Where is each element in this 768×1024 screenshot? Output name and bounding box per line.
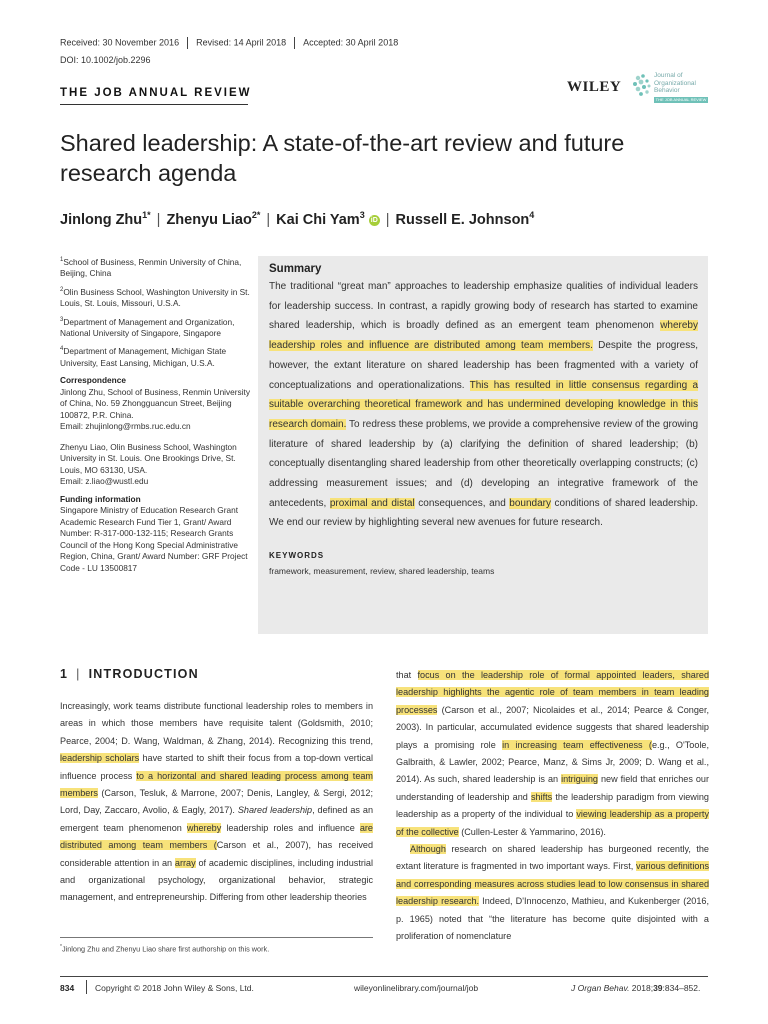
- correspondence-heading: Correspondence: [60, 375, 126, 386]
- author-affil-sup: 2*: [251, 210, 261, 220]
- page-number: 834: [60, 983, 75, 993]
- correspondence-block: [60, 442, 250, 488]
- highlighted-text: boundary: [509, 497, 551, 509]
- footnote-marker: *: [60, 944, 62, 950]
- footnote-text: Jinlong Zhu and Zhenyu Liao share first authorship on this work.: [61, 944, 270, 954]
- summary-box: [258, 256, 708, 634]
- text-run: (Cullen-Lester & Yammarino, 2016).: [458, 826, 606, 837]
- journal-logo-bar: THE JOB ANNUAL REVIEW: [655, 97, 707, 102]
- wiley-logo: WILEY: [567, 79, 622, 95]
- text-run: leadership roles and influence: [221, 822, 360, 833]
- author-name[interactable]: Russell E. Johnson: [395, 211, 530, 228]
- article-title: Shared leadership: A state-of-the-art review and future research agenda: [60, 130, 625, 186]
- highlighted-text: a suitable overarching theoretical framework and has undermined developing knowledge in this research domain.: [269, 379, 699, 430]
- copyright: Copyright © 2018 John Wiley & Sons, Ltd.: [95, 983, 254, 993]
- affiliation-text: Department of Management, Michigan State University, East Lansing, Michigan, U.S.A.: [60, 346, 227, 368]
- highlighted-text: proximal and distal: [329, 497, 415, 509]
- highlighted-text: whereby: [186, 822, 222, 833]
- affiliation: [60, 285, 250, 310]
- affiliation-text: Department of Management and Organization, National University of Singapore, Singapore: [60, 316, 235, 338]
- text-run: have started to shift their focus from a top-down vertical influence process: [60, 753, 373, 781]
- summary-heading: Summary: [269, 263, 322, 275]
- highlighted-text: in increasing team effectiveness (: [502, 739, 652, 750]
- orcid-icon[interactable]: iD: [370, 216, 378, 224]
- body-column-right: [396, 667, 709, 946]
- affiliation: [60, 344, 250, 369]
- summary-text: [269, 277, 698, 533]
- footer-rule: [60, 976, 708, 977]
- paragraph: [396, 841, 709, 945]
- highlighted-text: regarding: [644, 379, 688, 391]
- author-list: Jinlong Zhu$^{1*}$ | Zhenyu Liao$^{2*}$ | Kai Chi Yam$^3$ iD | Russell E. Johnson$^4$: [60, 210, 535, 228]
- highlighted-text: leadership scholars: [60, 753, 140, 764]
- text-run: consequences, and: [414, 497, 510, 509]
- text-run: , defined as an emergent team phenomenon: [60, 805, 373, 833]
- citation-pages: :834–852.: [662, 983, 701, 993]
- paragraph: [60, 698, 373, 907]
- footer-separator: [86, 980, 87, 994]
- highlighted-text: intriguing: [561, 774, 598, 785]
- highlighted-text: array: [174, 857, 196, 868]
- citation: [571, 983, 700, 993]
- highlighted-text: This has resulted in little consensus: [469, 379, 645, 391]
- paragraph: [396, 667, 709, 841]
- text-run: Increasingly, work teams distribute functional leadership roles to members in areas in which those members have requisite talent (Goldsmith, 2010; Pearce, 2004; D. Wang, Waldman, & Zhang, 2014). Recognizing this trend,: [60, 701, 373, 746]
- highlighted-text: various definitions and corresponding measures across studies lead to low consensus in shared leadership research.: [396, 861, 710, 907]
- text-run: conditions of shared leadership. We end our review by highlighting several new avenues for future research.: [269, 497, 699, 529]
- affiliation-text: School of Business, Renmin University of China, Beijing, China: [60, 256, 242, 279]
- affil-sup: 2: [60, 286, 64, 293]
- highlighted-text: whereby leadership roles and influence are distributed among team members.: [269, 320, 698, 352]
- author-affil-sup: 4: [529, 210, 535, 220]
- footnote: [60, 944, 269, 953]
- text-run: e.g., O'Toole, Galbraith, & Lawler, 2002; Pearce, Manz, & Sims Jr, 2009; D. Wang et al., 2014). As such, shared leadership is an: [396, 739, 710, 785]
- text-run: of academic disciplines, including industrial and organizational psychology, organizational behavior, strategic management, and entrepreneurship. Differing from other leadership theories: [60, 857, 373, 903]
- affil-sup: 1: [60, 257, 64, 263]
- affiliation: [60, 315, 250, 340]
- funding-text: Singapore Ministry of Education Research Grant Academic Research Fund Tier 1, Grant/ Award Number: R-317-000-132-115; Research Grants Council of the Hong Kong Special Administrative Region, China, Grant/ Award Number: GRF Project Code - LU 13500817: [60, 505, 248, 573]
- text-run: research on shared leadership has burgeoned recently, the extant literature is fragmented in two important ways. First,: [396, 844, 709, 872]
- correspondence-email[interactable]: Email: zhujinlong@rmbs.ruc.edu.cn: [60, 421, 191, 432]
- affiliations-sidebar: [60, 255, 250, 579]
- text-run: Carson et al., 2007), has received considerable attention in an: [60, 840, 374, 868]
- italic-term: Shared leadership: [237, 805, 313, 816]
- keywords-list: framework, measurement, review, shared leadership, teams: [269, 566, 495, 577]
- correspondence-address: Jinlong Zhu, School of Business, Renmin University of China, No. 59 Zhongguancun Street, Beijing 100872, P.R. China.: [60, 386, 250, 420]
- text-run: Indeed, D'Innocenzo, Mathieu, and Kukenberger (2016, p. 1965) noted that “the literature has become quite disjointed with a proliferation of nomenclature: [396, 896, 709, 942]
- text-run: Despite the progress, however, the extant literature on shared leadership has been fragmented with a variety of conceptualizations and operationalizations.: [269, 340, 699, 391]
- section-number: 1: [60, 667, 69, 681]
- author-name[interactable]: Kai Chi Yam: [276, 211, 360, 228]
- correspondence-email[interactable]: Email: z.liao@wustl.edu: [60, 476, 149, 487]
- highlighted-text: shifts: [530, 791, 553, 802]
- author-affil-sup: 1*: [142, 210, 151, 220]
- text-run: new field that enriches our understanding of leadership and: [396, 774, 710, 802]
- highlighted-text: viewing leadership as a property of the collective: [396, 809, 709, 837]
- received-date: Received: 30 November 2016: [60, 37, 180, 48]
- affiliation-text: Olin Business School, Washington University in St. Louis, St. Louis, Missouri, U.S.A.: [60, 286, 250, 309]
- affil-sup: 3: [60, 316, 64, 323]
- author-affil-sup: 3: [359, 210, 365, 220]
- accepted-date: Accepted: 30 April 2018: [303, 37, 399, 48]
- article-dates: [60, 37, 398, 49]
- journal-url[interactable]: wileyonlinelibrary.com/journal/job: [354, 983, 479, 993]
- text-run: To redress these problems, we provide a comprehensive review of the growing literature of shared leadership by (a) clarifying the definition of shared leadership; (b) conceptually disentangling shared leadership from other theoretically overlapping constructs; (c) addressing measurement issues; and (d) developing an integrative framework of the antecedents,: [269, 418, 699, 509]
- highlighted-text: focus on the leadership role of formal appointed leaders, shared leadership highlights the agentic role of team members in team leading processes: [396, 670, 709, 715]
- funding-heading: Funding information: [60, 493, 141, 504]
- journal-logo-text: Journal of Organizational Behavior: [654, 72, 696, 95]
- author-name[interactable]: Jinlong Zhu: [60, 211, 143, 228]
- citation-year: 2018;: [629, 983, 654, 993]
- text-run: The traditional “great man” approaches to leadership emphasize qualities of individual leaders for leadership success. In contrast, a rapidly growing body of research has started to examine shared leadership, which is broadly defined as an emergent team phenomenon: [269, 281, 698, 332]
- correspondence-address: Zhenyu Liao, Olin Business School, Washington University in St. Louis. One Brookings Drive, St. Louis, MO 63130, USA.: [60, 441, 237, 475]
- keywords-heading: KEYWORDS: [269, 551, 325, 561]
- affil-sup: 4: [60, 346, 64, 353]
- section-heading: 1 | INTRODUCTION: [60, 667, 199, 681]
- affiliation: [60, 255, 250, 280]
- section-kicker: THE JOB ANNUAL REVIEW: [60, 87, 252, 99]
- text-run: that: [396, 670, 418, 680]
- revised-date: Revised: 14 April 2018: [196, 37, 287, 48]
- text-run: (Carson, Tesluk, & Marrone, 2007; Denis, Langley, & Sergi, 2012; Lord, Day, Zaccaro, Avolio, & Eagly, 2017).: [60, 788, 373, 816]
- section-title: INTRODUCTION: [88, 667, 199, 681]
- journal-abbrev: J Organ Behav.: [571, 983, 630, 993]
- footnote-rule: [60, 937, 373, 938]
- citation-volume: 39: [653, 983, 663, 993]
- highlighted-text: Although: [410, 844, 446, 855]
- doi[interactable]: DOI: 10.1002/job.2296: [60, 55, 151, 65]
- author-name[interactable]: Zhenyu Liao: [166, 211, 252, 228]
- text-run: (Carson et al., 2007; Nicolaides et al., 2014; Pearce & Conger, 2003). In particular, accumulated evidence suggests that shared leadership plays a promising role: [396, 704, 709, 750]
- text-run: the leadership paradigm from viewing leadership as a property of the individual to: [396, 791, 709, 820]
- highlighted-text: are distributed among team members (: [60, 822, 373, 851]
- correspondence-block: [60, 387, 250, 433]
- kicker-underline: [60, 104, 248, 105]
- highlighted-text: to a horizontal and shared leading process among team members: [60, 770, 374, 799]
- body-column-left: [60, 698, 373, 907]
